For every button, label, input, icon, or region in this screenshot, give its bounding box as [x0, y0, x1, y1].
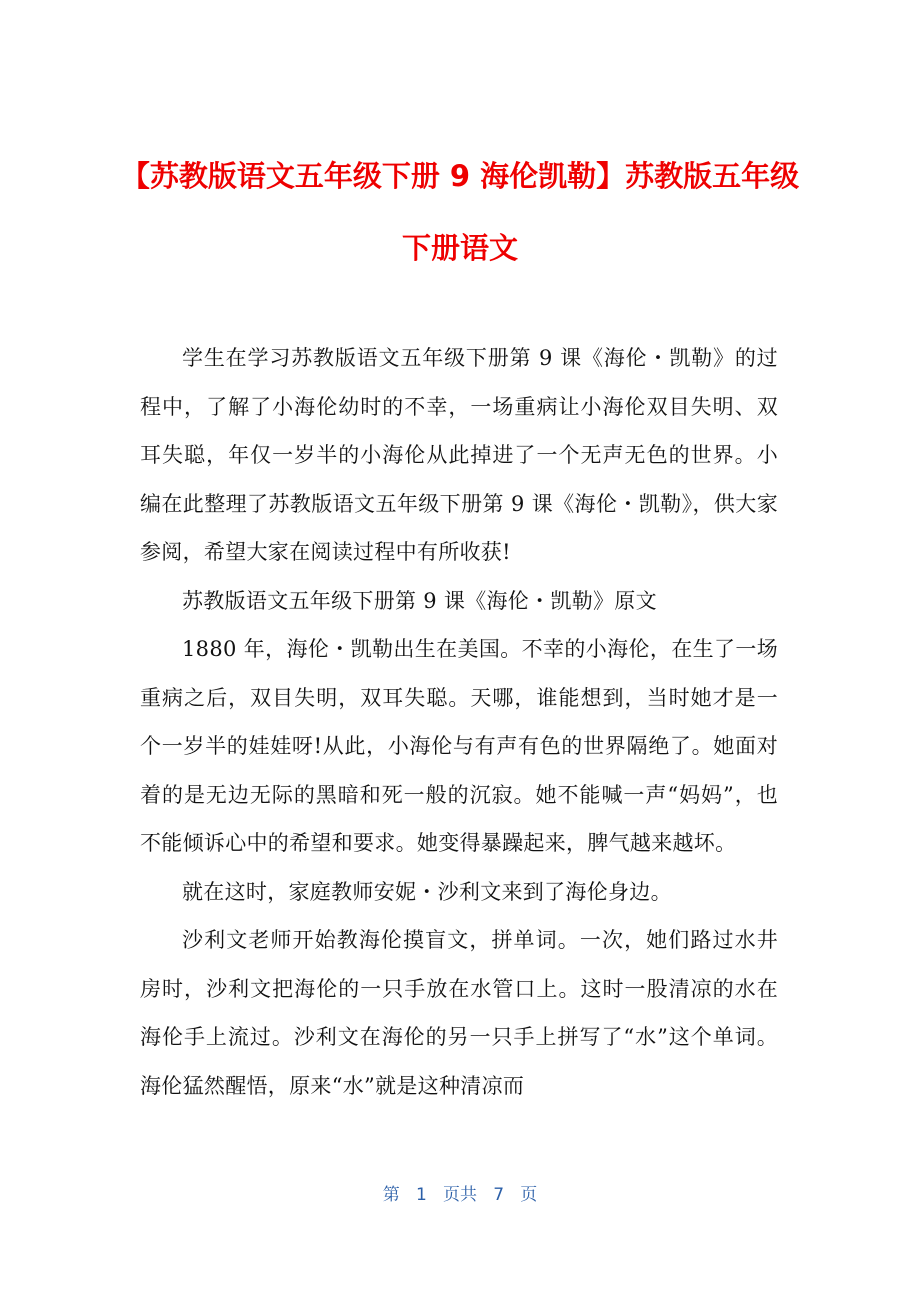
footer-middle: 页共: [443, 1185, 477, 1205]
paragraph-intro: 学生在学习苏教版语文五年级下册第 9 课《海伦・凯勒》的过程中，了解了小海伦幼时的不幸，一场重病让小海伦双目失明、双耳失聪，年仅一岁半的小海伦从此掉进了一个无声无色的世界。小编在此整理了苏教版语文五年级下册第 9 课《海伦・凯勒》，供大家参阅，希望大家在阅读过程中有所收获!: [140, 346, 778, 564]
paragraph-story-1: 1880 年，海伦・凯勒出生在美国。不幸的小海伦，在生了一场重病之后，双目失明，双耳失聪。天哪，谁能想到，当时她才是一个一岁半的娃娃呀!从此，小海伦与有声有色的世界隔绝了。她面对着的是无边无际的黑暗和死一般的沉寂。她不能喊一声“妈妈”，也不能倾诉心中的希望和要求。她变得暴躁起来，脾气越来越坏。: [140, 637, 778, 855]
footer-page-number: 1: [415, 1185, 427, 1205]
document-title: 【苏教版语文五年级下册 9 海伦凯勒】苏教版五年级下册语文: [120, 159, 800, 265]
paragraph-heading-original: 苏教版语文五年级下册第 9 课《海伦・凯勒》原文: [182, 588, 657, 613]
footer-total-pages: 7: [493, 1185, 505, 1205]
page-footer: [0, 1180, 920, 1205]
paragraph-story-2: 就在这时，家庭教师安妮・沙利文来到了海伦身边。: [182, 879, 672, 904]
footer-suffix: 页: [520, 1185, 538, 1205]
footer-prefix: 第: [382, 1185, 400, 1205]
paragraph-story-3: 沙利文老师开始教海伦摸盲文，拼单词。一次，她们路过水井房时，沙利文把海伦的一只手放在水管口上。这时一股清凉的水在海伦手上流过。沙利文在海伦的另一只手上拼写了“水”这个单词。海伦猛然醒悟，原来“水”就是这种清凉而: [140, 928, 778, 1098]
document-body: [140, 334, 778, 1110]
